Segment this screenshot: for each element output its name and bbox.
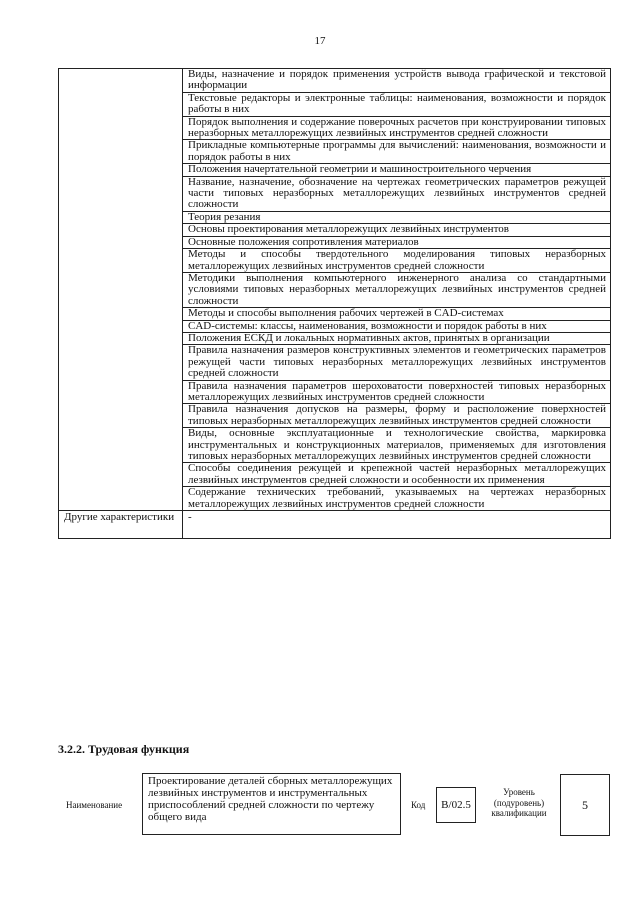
function-code-box: B/02.5 [436,787,476,823]
knowledge-item: Порядок выполнения и содержание поверочных расчетов при конструировании типовых неразборных металлорежущих лезвийных инструментов средней сложности [183,116,611,140]
knowledge-item: Виды, основные эксплуатационные и технологические свойства, маркировка инструментальных и конструкционных материалов, применяемых для изготовления типовых неразборных металлорежущих лезвийных инструментов средней сложности [183,428,611,463]
knowledge-item: Виды, назначение и порядок применения устройств вывода графической и текстовой информации [183,69,611,93]
knowledge-item: Способы соединения режущей и крепежной частей неразборных металлорежущих лезвийных инструментов средней сложности и особенности их применения [183,463,611,487]
knowledge-item: Содержание технических требований, указываемых на чертежах неразборных металлорежущих лезвийных инструментов средней сложности [183,487,611,511]
knowledge-item: Основные положения сопротивления материалов [183,236,611,248]
knowledge-item: CAD-системы: классы, наименования, возможности и порядок работы в них [183,320,611,332]
other-characteristics-label: Другие характеристики [59,511,183,539]
table-row [59,69,611,93]
qualification-level-box: 5 [560,774,610,836]
knowledge-item: Правила назначения допусков на размеры, форму и расположение поверхностей типовых неразборных металлорежущих лезвийных инструментов средней сложности [183,404,611,428]
knowledge-item: Правила назначения размеров конструктивных элементов и геометрических параметров режущей части типовых неразборных металлорежущих лезвийных инструментов средней сложности [183,345,611,380]
requirements-table [58,68,611,539]
knowledge-item: Теория резания [183,211,611,223]
knowledge-item: Название, назначение, обозначение на чертежах геометрических параметров режущей части типовых неразборных металлорежущих лезвийных инструментов средней сложности [183,176,611,211]
other-characteristics-value: - [183,511,611,539]
knowledge-item: Правила назначения параметров шероховатости поверхностей типовых неразборных металлорежущих лезвийных инструментов средней сложности [183,380,611,404]
row-label-cell [59,69,183,511]
page-number: 17 [314,35,326,47]
section-heading: 3.2.2. Трудовая функция [58,742,190,756]
code-label: Код [411,800,426,810]
level-label: Уровень (подуровень) квалификации [491,787,547,818]
knowledge-item: Положения ЕСКД и локальных нормативных актов, принятых в организации [183,332,611,344]
knowledge-item: Положения начертательной геометрии и машиностроительного черчения [183,164,611,176]
table-row [59,511,611,539]
knowledge-item: Прикладные компьютерные программы для вычислений: наименования, возможности и порядок работы в них [183,140,611,164]
name-label: Наименование [66,800,123,810]
knowledge-item: Методы и способы твердотельного моделирования типовых неразборных металлорежущих лезвийных инструментов средней сложности [183,249,611,273]
knowledge-item: Методы и способы выполнения рабочих чертежей в CAD-системах [183,308,611,320]
function-name-box: Проектирование деталей сборных металлорежущих лезвийных инструментов и инструментальных приспособлений средней сложности по чертежу общего вида [142,773,401,835]
knowledge-item: Методики выполнения компьютерного инженерного анализа со стандартными условиями типовых неразборных металлорежущих лезвийных инструментов средней сложности [183,272,611,307]
knowledge-item: Текстовые редакторы и электронные таблицы: наименования, возможности и порядок работы в них [183,92,611,116]
knowledge-item: Основы проектирования металлорежущих лезвийных инструментов [183,224,611,236]
requirements-table-body [59,69,611,539]
